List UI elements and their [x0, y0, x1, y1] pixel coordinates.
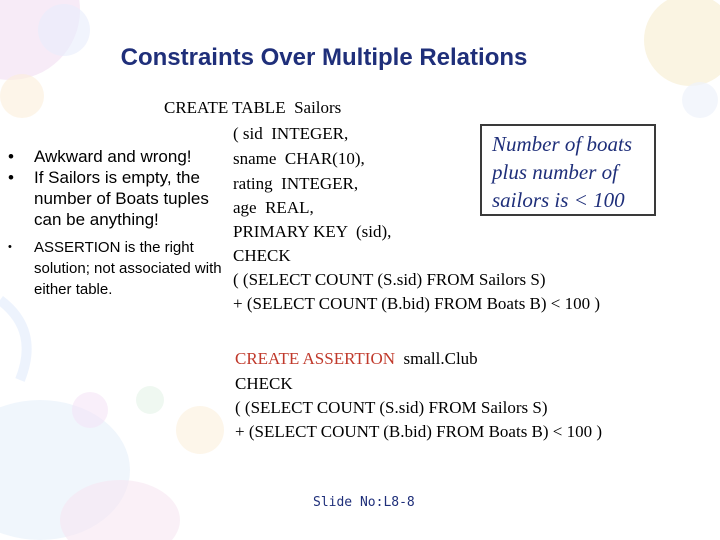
assertion-name: small.Club: [403, 349, 478, 368]
create-table-line: ( (SELECT COUNT (S.sid) FROM Sailors S): [233, 270, 546, 289]
bullet-text: Awkward and wrong!: [34, 147, 192, 166]
create-table-line: PRIMARY KEY (sid),: [233, 222, 392, 241]
create-table-line: rating INTEGER,: [233, 174, 359, 193]
assertion-line: + (SELECT COUNT (B.bid) FROM Boats B) < 100 ): [235, 422, 603, 441]
slide-title: Constraints Over Multiple Relations: [120, 44, 528, 71]
create-table-line: sname CHAR(10),: [233, 149, 365, 168]
bullet-list: [8, 146, 230, 300]
bullet-dot-icon: •: [8, 168, 14, 187]
create-table-line: + (SELECT COUNT (B.bid) FROM Boats B) < 100 ): [233, 294, 601, 313]
create-table-line: age REAL,: [233, 198, 314, 217]
assertion-header: [235, 349, 478, 369]
create-table-line: CREATE TABLE Sailors: [164, 98, 342, 117]
assertion-line: ( (SELECT COUNT (S.sid) FROM Sailors S): [235, 398, 548, 417]
create-table-line: CHECK: [233, 246, 291, 265]
callout-line: sailors is < 100: [492, 188, 625, 212]
callout-line: Number of boats: [492, 132, 633, 156]
callout-line: plus number of: [492, 160, 618, 184]
bullet-item: [8, 167, 230, 230]
bullet-item: [8, 146, 230, 167]
bullet-dot-icon: •: [8, 241, 12, 253]
bullet-dot-icon: •: [8, 147, 14, 166]
assertion-line: CHECK: [235, 374, 293, 393]
bullet-text: If Sailors is empty, the number of Boats tuples can be anything!: [34, 168, 209, 229]
slide-number: Slide No:L8-8: [313, 495, 415, 510]
bullet-text: ASSERTION is the right solution; not associated with either table.: [34, 239, 222, 298]
create-table-line: ( sid INTEGER,: [233, 124, 349, 143]
bullet-item: [8, 237, 230, 300]
assertion-keyword: CREATE ASSERTION: [235, 349, 396, 368]
callout-box: [480, 124, 656, 216]
